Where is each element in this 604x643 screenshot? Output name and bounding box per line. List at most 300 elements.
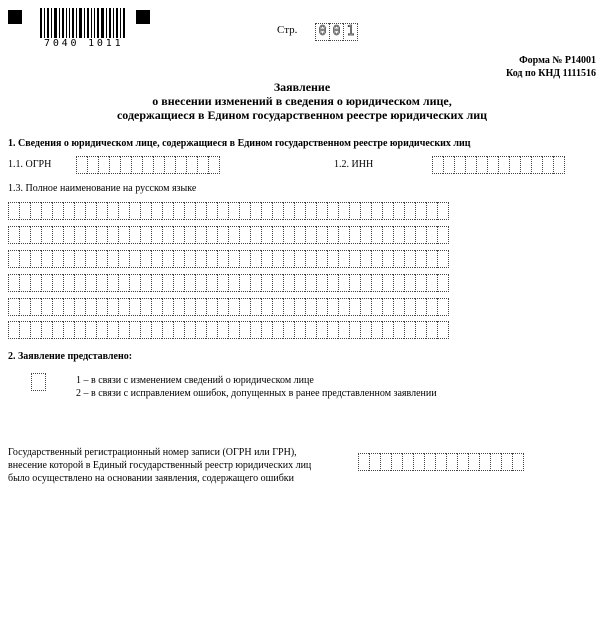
full-name-row[interactable] [8,250,449,268]
char-cell[interactable] [173,274,184,292]
char-cell[interactable] [140,202,151,220]
char-cell[interactable] [360,250,371,268]
char-cell[interactable] [305,321,316,339]
full-name-row[interactable] [8,202,449,220]
char-cell[interactable] [415,226,426,244]
char-cell[interactable] [184,298,195,316]
char-cell[interactable] [118,298,129,316]
title-line: Заявление [273,80,331,94]
char-cell[interactable] [294,298,305,316]
char-cell[interactable] [283,274,294,292]
char-cell[interactable] [349,298,360,316]
char-cell[interactable] [360,298,371,316]
char-cell[interactable] [206,321,217,339]
char-cell[interactable] [338,226,349,244]
char-cell[interactable] [30,321,41,339]
char-cell[interactable] [217,202,228,220]
char-cell[interactable] [382,250,393,268]
char-cell[interactable] [316,250,327,268]
char-cell[interactable] [393,298,404,316]
char-cell[interactable] [217,250,228,268]
char-cell[interactable] [371,226,382,244]
char-cell[interactable] [327,274,338,292]
char-cell[interactable] [437,250,449,268]
char-cell[interactable] [316,321,327,339]
char-cell[interactable] [74,202,85,220]
char-cell[interactable] [393,321,404,339]
char-cell[interactable] [184,226,195,244]
char-cell[interactable] [30,250,41,268]
char-cell[interactable] [151,226,162,244]
char-cell[interactable] [206,202,217,220]
char-cell[interactable] [173,250,184,268]
grn-label-line: Государственный регистрационный номер записи (ОГРН или ГРН), [8,447,297,458]
char-cell[interactable] [250,226,261,244]
char-cell[interactable] [415,202,426,220]
char-cell[interactable] [283,321,294,339]
char-cell[interactable] [19,274,30,292]
char-cell[interactable] [272,202,283,220]
char-cell[interactable] [415,274,426,292]
char-cell[interactable] [186,156,197,174]
char-cell[interactable] [382,274,393,292]
char-cell[interactable] [382,321,393,339]
char-cell[interactable] [404,226,415,244]
char-cell[interactable] [63,274,74,292]
char-cell[interactable] [8,250,19,268]
char-cell[interactable] [305,202,316,220]
char-cell[interactable] [195,250,206,268]
char-cell[interactable] [250,321,261,339]
char-cell[interactable] [162,250,173,268]
char-cell[interactable] [437,274,449,292]
char-cell[interactable] [426,226,437,244]
title-line: о внесении изменений в сведения о юридическом лице, [152,94,452,108]
char-cell[interactable] [272,321,283,339]
char-cell[interactable] [404,274,415,292]
char-cell[interactable] [107,250,118,268]
char-cell[interactable] [457,453,468,471]
char-cell[interactable] [96,298,107,316]
char-cell[interactable] [239,298,250,316]
char-cell[interactable] [468,453,479,471]
char-cell[interactable] [250,274,261,292]
char-cell[interactable] [426,321,437,339]
char-cell[interactable] [437,202,449,220]
char-cell[interactable] [74,226,85,244]
char-cell[interactable] [195,202,206,220]
section2-heading: 2. Заявление представлено: [8,351,133,362]
char-cell[interactable] [30,226,41,244]
char-cell[interactable] [487,156,498,174]
char-cell[interactable] [107,298,118,316]
char-cell[interactable] [327,298,338,316]
char-cell[interactable] [120,156,131,174]
char-cell[interactable] [294,250,305,268]
char-cell[interactable] [208,156,220,174]
char-cell[interactable] [443,156,454,174]
char-cell[interactable] [162,321,173,339]
char-cell[interactable] [426,274,437,292]
char-cell[interactable] [63,226,74,244]
char-cell[interactable] [272,298,283,316]
char-cell[interactable] [261,226,272,244]
char-cell[interactable] [553,156,565,174]
char-cell[interactable] [129,298,140,316]
char-cell[interactable] [360,202,371,220]
char-cell[interactable] [8,202,19,220]
char-cell[interactable] [360,274,371,292]
char-cell[interactable] [30,202,41,220]
char-cell[interactable] [404,250,415,268]
char-cell[interactable] [85,226,96,244]
char-cell[interactable] [261,298,272,316]
char-cell[interactable] [272,250,283,268]
char-cell[interactable] [426,250,437,268]
char-cell[interactable] [239,202,250,220]
char-cell[interactable] [118,274,129,292]
char-cell[interactable] [426,202,437,220]
char-cell[interactable] [490,453,501,471]
char-cell[interactable] [424,453,435,471]
char-cell[interactable] [239,321,250,339]
char-cell[interactable] [19,226,30,244]
char-cell[interactable] [454,156,465,174]
char-cell[interactable] [371,250,382,268]
char-cell[interactable] [415,298,426,316]
char-cell[interactable] [8,226,19,244]
char-cell[interactable] [512,453,524,471]
full-name-row[interactable] [8,298,449,316]
char-cell[interactable] [432,156,443,174]
char-cell[interactable] [393,250,404,268]
char-cell[interactable] [338,274,349,292]
char-cell[interactable] [542,156,553,174]
char-cell[interactable] [162,298,173,316]
char-cell[interactable] [402,453,413,471]
char-cell[interactable] [228,298,239,316]
char-cell[interactable] [162,202,173,220]
char-cell[interactable] [173,202,184,220]
char-cell[interactable] [164,156,175,174]
char-cell[interactable] [283,250,294,268]
char-cell[interactable] [294,226,305,244]
char-cell[interactable] [96,202,107,220]
char-cell[interactable] [184,202,195,220]
char-cell[interactable] [261,202,272,220]
char-cell[interactable] [63,202,74,220]
char-cell[interactable] [305,226,316,244]
char-cell[interactable] [118,202,129,220]
char-cell[interactable] [19,321,30,339]
char-cell[interactable] [305,250,316,268]
char-cell[interactable] [228,202,239,220]
char-cell[interactable] [382,202,393,220]
char-cell[interactable] [107,226,118,244]
char-cell[interactable] [151,298,162,316]
char-cell[interactable] [294,321,305,339]
char-cell[interactable] [217,321,228,339]
char-cell[interactable] [162,274,173,292]
char-cell[interactable] [118,250,129,268]
char-cell[interactable] [151,202,162,220]
char-cell[interactable] [87,156,98,174]
section1-heading: 1. Сведения о юридическом лице, содержащиеся в Едином государственном реестре юридических лиц [8,138,471,149]
char-cell[interactable] [415,250,426,268]
char-cell[interactable] [74,298,85,316]
char-cell[interactable] [74,274,85,292]
char-cell[interactable] [96,321,107,339]
char-cell[interactable] [498,156,509,174]
full-name-row[interactable] [8,321,449,339]
application-reason-input[interactable] [31,373,46,391]
char-cell[interactable] [217,226,228,244]
char-cell[interactable] [153,156,164,174]
char-cell[interactable] [173,226,184,244]
char-cell[interactable] [360,226,371,244]
char-cell[interactable] [151,250,162,268]
char-cell[interactable] [52,226,63,244]
char-cell[interactable] [272,274,283,292]
char-cell[interactable] [520,156,531,174]
char-cell[interactable] [371,274,382,292]
char-cell[interactable] [228,274,239,292]
char-cell[interactable] [437,226,449,244]
char-cell[interactable] [404,298,415,316]
char-cell[interactable] [41,274,52,292]
char-cell[interactable] [76,156,87,174]
char-cell[interactable] [197,156,208,174]
char-cell[interactable] [509,156,520,174]
char-cell[interactable] [173,321,184,339]
char-cell[interactable] [228,250,239,268]
char-cell[interactable] [272,226,283,244]
char-cell[interactable] [41,250,52,268]
char-cell[interactable] [52,250,63,268]
char-cell[interactable] [393,202,404,220]
char-cell[interactable] [129,274,140,292]
char-cell[interactable] [283,202,294,220]
char-cell[interactable] [63,321,74,339]
char-cell[interactable] [41,202,52,220]
char-cell[interactable] [85,321,96,339]
char-cell[interactable] [479,453,490,471]
char-cell[interactable] [531,156,542,174]
char-cell[interactable] [85,250,96,268]
char-cell[interactable] [294,202,305,220]
char-cell[interactable] [283,226,294,244]
char-cell[interactable] [195,321,206,339]
char-cell[interactable] [206,250,217,268]
char-cell[interactable] [140,226,151,244]
page-digit: 1 [343,23,358,41]
char-cell[interactable] [41,226,52,244]
char-cell[interactable] [382,298,393,316]
char-cell[interactable] [426,298,437,316]
char-cell[interactable] [501,453,512,471]
char-cell[interactable] [52,202,63,220]
char-cell[interactable] [239,226,250,244]
char-cell[interactable] [338,250,349,268]
char-cell[interactable] [437,321,449,339]
char-cell[interactable] [206,226,217,244]
char-cell[interactable] [413,453,424,471]
char-cell[interactable] [52,274,63,292]
char-cell[interactable] [217,298,228,316]
char-cell[interactable] [393,274,404,292]
char-cell[interactable] [206,274,217,292]
page-digit: 0 [329,23,343,41]
char-cell[interactable] [107,274,118,292]
char-cell[interactable] [415,321,426,339]
char-cell[interactable] [109,156,120,174]
char-cell[interactable] [41,298,52,316]
char-cell[interactable] [349,321,360,339]
char-cell[interactable] [41,321,52,339]
char-cell[interactable] [437,298,449,316]
char-cell[interactable] [327,226,338,244]
char-cell[interactable] [371,321,382,339]
char-cell[interactable] [151,274,162,292]
grn-input[interactable] [358,453,524,471]
char-cell[interactable] [184,274,195,292]
char-cell[interactable] [85,202,96,220]
char-cell[interactable] [140,321,151,339]
char-cell[interactable] [382,226,393,244]
char-cell[interactable] [239,250,250,268]
char-cell[interactable] [371,298,382,316]
char-cell[interactable] [338,202,349,220]
char-cell[interactable] [404,202,415,220]
char-cell[interactable] [349,250,360,268]
char-cell[interactable] [327,202,338,220]
char-cell[interactable] [239,274,250,292]
char-cell[interactable] [435,453,446,471]
char-cell[interactable] [349,202,360,220]
char-cell[interactable] [74,250,85,268]
char-cell[interactable] [140,274,151,292]
full-name-row[interactable] [8,226,449,244]
ogrn-label: 1.1. ОГРН [8,159,52,170]
char-cell[interactable] [85,298,96,316]
char-cell[interactable] [360,321,371,339]
char-cell[interactable] [19,202,30,220]
char-cell[interactable] [19,250,30,268]
char-cell[interactable] [142,156,153,174]
char-cell[interactable] [63,250,74,268]
char-cell[interactable] [131,156,142,174]
char-cell[interactable] [96,226,107,244]
char-cell[interactable] [327,250,338,268]
char-cell[interactable] [305,298,316,316]
char-cell[interactable] [98,156,109,174]
char-cell[interactable] [250,250,261,268]
char-cell[interactable] [393,226,404,244]
char-cell[interactable] [140,250,151,268]
char-cell[interactable] [349,226,360,244]
char-cell[interactable] [8,298,19,316]
ogrn-input[interactable] [76,156,220,174]
char-cell[interactable] [52,298,63,316]
char-cell[interactable] [380,453,391,471]
char-cell[interactable] [118,226,129,244]
char-cell[interactable] [465,156,476,174]
char-cell[interactable] [30,274,41,292]
char-cell[interactable] [74,321,85,339]
char-cell[interactable] [184,250,195,268]
char-cell[interactable] [338,321,349,339]
inn-input[interactable] [432,156,565,174]
char-cell[interactable] [316,226,327,244]
char-cell[interactable] [175,156,186,174]
char-cell[interactable] [195,226,206,244]
char-cell[interactable] [129,321,140,339]
char-cell[interactable] [316,274,327,292]
char-cell[interactable] [305,274,316,292]
char-cell[interactable] [52,321,63,339]
knd-code: Код по КНД 1111516 [505,68,596,79]
char-cell[interactable] [8,274,19,292]
char-cell[interactable] [358,453,369,471]
char-cell[interactable] [349,274,360,292]
char-cell[interactable] [140,298,151,316]
char-cell[interactable] [162,226,173,244]
char-cell[interactable] [261,274,272,292]
char-cell[interactable] [195,298,206,316]
char-cell[interactable] [129,226,140,244]
char-cell[interactable] [96,274,107,292]
char-cell[interactable] [107,202,118,220]
char-cell[interactable] [250,298,261,316]
char-cell[interactable] [369,453,380,471]
char-cell[interactable] [316,202,327,220]
char-cell[interactable] [327,321,338,339]
char-cell[interactable] [85,274,96,292]
char-cell[interactable] [404,321,415,339]
char-cell[interactable] [107,321,118,339]
char-cell[interactable] [391,453,402,471]
char-cell[interactable] [261,250,272,268]
char-cell[interactable] [19,298,30,316]
char-cell[interactable] [316,298,327,316]
char-cell[interactable] [184,321,195,339]
char-cell[interactable] [173,298,184,316]
char-cell[interactable] [250,202,261,220]
char-cell[interactable] [338,298,349,316]
char-cell[interactable] [63,298,74,316]
char-cell[interactable] [476,156,487,174]
char-cell[interactable] [261,321,272,339]
char-cell[interactable] [228,321,239,339]
char-cell[interactable] [294,274,305,292]
form-code-block [506,54,596,80]
char-cell[interactable] [129,250,140,268]
char-cell[interactable] [195,274,206,292]
char-cell[interactable] [446,453,457,471]
char-cell[interactable] [206,298,217,316]
char-cell[interactable] [129,202,140,220]
char-cell[interactable] [371,202,382,220]
char-cell[interactable] [217,274,228,292]
full-name-row[interactable] [8,274,449,292]
char-cell[interactable] [228,226,239,244]
char-cell[interactable] [151,321,162,339]
char-cell[interactable] [118,321,129,339]
char-cell[interactable] [283,298,294,316]
char-cell[interactable] [30,298,41,316]
char-cell[interactable] [96,250,107,268]
char-cell[interactable] [8,321,19,339]
